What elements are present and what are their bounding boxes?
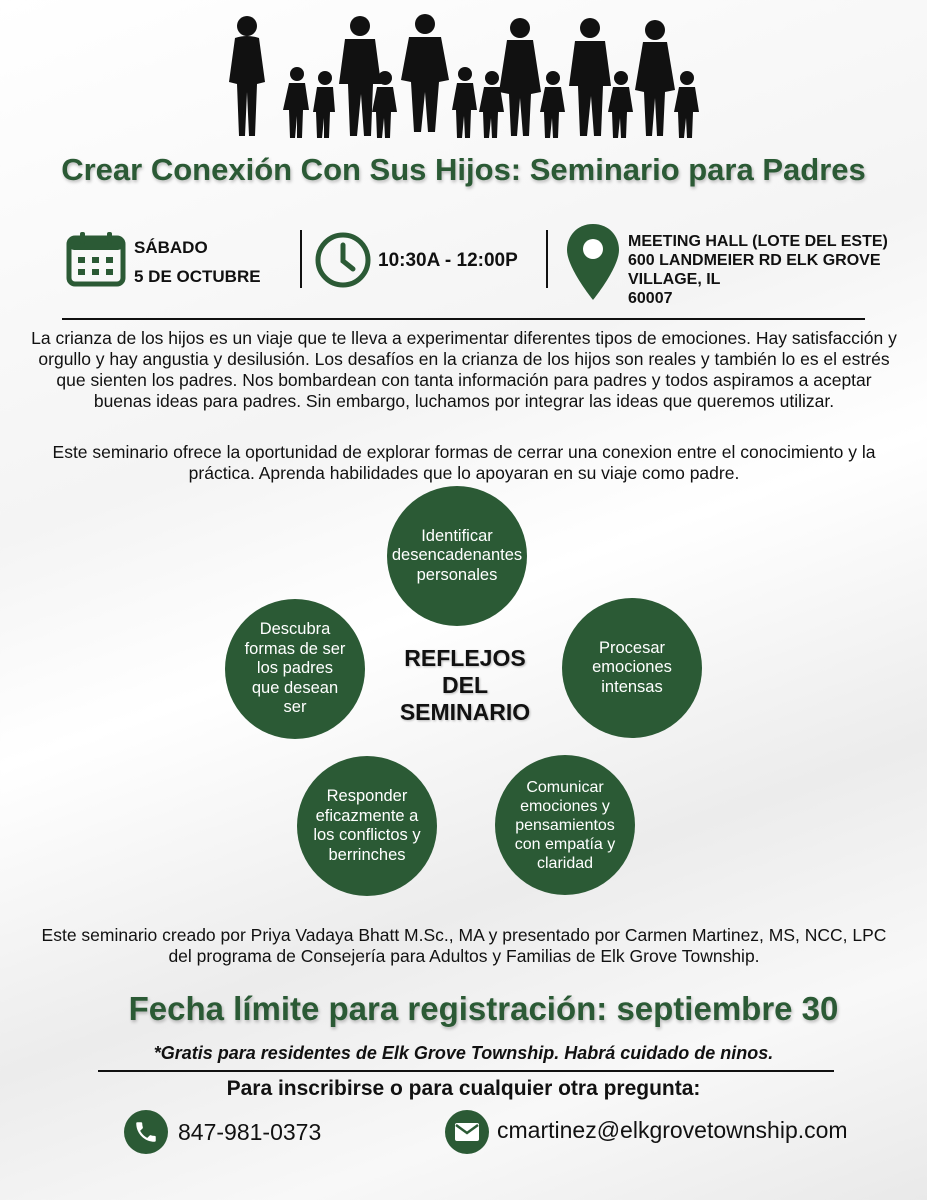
- contact-heading: Para inscribirse o para cualquier otra pregunta:: [226, 1077, 701, 1100]
- phone-icon[interactable]: [124, 1110, 168, 1154]
- divider: [546, 230, 548, 288]
- intro-paragraph: Este seminario ofrece la oportunidad de explorar formas de cerrar una conexion entre el conocimiento y la práctica. Aprenda habilidades que lo apoyaran en su viaje como padre.: [52, 442, 876, 483]
- location-line: VILLAGE, IL: [628, 271, 721, 288]
- highlights-center-label: [370, 645, 560, 726]
- page-title: Crear Conexión Con Sus Hijos: Seminario para Padres: [61, 152, 866, 187]
- center-label-line: REFLEJOS: [404, 645, 526, 671]
- envelope-icon[interactable]: [445, 1110, 489, 1154]
- event-day: SÁBADO: [134, 238, 208, 257]
- highlight-circle: Identificar desencadenantes personales: [387, 486, 527, 626]
- highlight-circle: Descubra formas de ser los padres que desean ser: [225, 599, 365, 739]
- free-note: *Gratis para residentes de Elk Grove Township. Habrá cuidado de ninos.: [153, 1043, 774, 1063]
- phone-number[interactable]: 847-981-0373: [178, 1119, 322, 1145]
- calendar-icon: [66, 230, 126, 288]
- registration-deadline: Fecha límite para registración: septiembre 30: [128, 990, 839, 1027]
- divider: [300, 230, 302, 288]
- event-time: 10:30A - 12:00P: [378, 250, 518, 271]
- center-label-line: SEMINARIO: [399, 699, 531, 725]
- location-line: 60007: [628, 290, 673, 307]
- event-date: [134, 233, 261, 291]
- divider: [98, 1070, 834, 1072]
- map-pin-icon: [564, 222, 622, 304]
- center-label-line: DEL: [442, 672, 488, 698]
- location-line: MEETING HALL (LOTE DEL ESTE): [628, 233, 888, 250]
- event-date-text: 5 DE OCTUBRE: [134, 267, 261, 286]
- highlight-circle: Procesar emociones intensas: [562, 598, 702, 738]
- credits-text: Este seminario creado por Priya Vadaya Bhatt M.Sc., MA y presentado por Carmen Martinez, MS, NCC, LPC del programa de Consejería para Adultos y Familias de Elk Grove Township.: [41, 925, 887, 966]
- highlight-circle: Responder eficazmente a los conflictos y berrinches: [297, 756, 437, 896]
- location-line: 600 LANDMEIER RD ELK GROVE: [628, 252, 881, 269]
- intro-paragraph: La crianza de los hijos es un viaje que te lleva a experimentar diferentes tipos de emociones. Hay satisfacción y orgullo y hay angustia y desilusión. Los desafíos en la crianza de los hijos son reales y también lo es el estrés que sienten los padres. Nos bombardean con tanta información para padres y todos aspiramos a aceptar buenas ideas para padres. Sin embargo, luchamos por integrar las ideas que queremos utilizar.: [31, 328, 897, 411]
- event-location: [628, 232, 888, 308]
- divider: [62, 318, 865, 320]
- highlight-circle: Comunicar emociones y pensamientos con empatía y claridad: [495, 755, 635, 895]
- email-address[interactable]: cmartinez@elkgrovetownship.com: [497, 1117, 848, 1143]
- family-silhouette-image: [225, 12, 705, 140]
- clock-icon: [314, 231, 372, 289]
